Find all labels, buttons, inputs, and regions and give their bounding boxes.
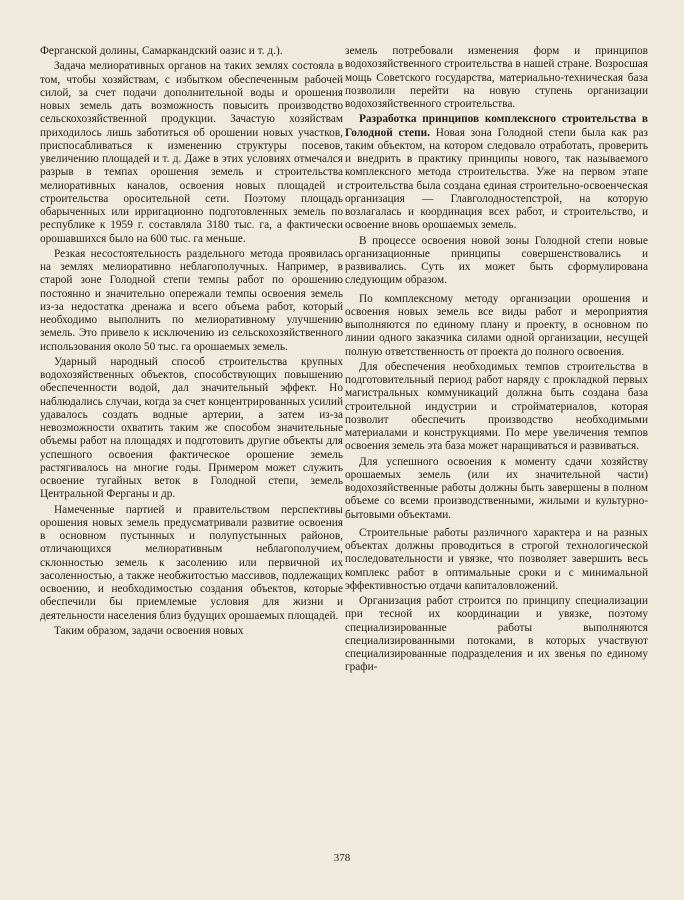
run-in-heading: Разработка принципов комплексного строительства в Голодной степи. — [345, 113, 648, 139]
paragraph: Строительные работы различного характера и на разных объектах должны проводиться в строгой технологической последовательности и увязке, что позволяет завершить весь комплекс работ в оптимальные сроки и с минимальной эффективностью отдачи капиталовложений. — [345, 526, 648, 592]
paragraph: По комплексному методу организации орошения и освоения новых земель все виды работ и мероприятия выполняются по единому плану и проекту, в основном по линии одного заказчика силами одной организации, несущей полную ответственность от проекта до полного освоения. — [345, 292, 648, 358]
page-number: 378 — [333, 852, 351, 864]
section-paragraph — [345, 113, 648, 232]
paragraph: земель потребовали изменения форм и принципов водохозяйственного строительства в нашей стране. Возросшая мощь Советского государства, материально-техническая база позволили перейти на новую ступень организации водохозяйственного строительства. — [345, 45, 648, 110]
left-column — [40, 45, 343, 640]
paragraph: Намеченные партией и правительством перспективы орошения новых земель предусматривали развитие освоения в основном пустынных и полупустынных районов, отличающихся мелиоративным неблагополучием, склонностью земель к засолению или первичной их засоленностью, а также необжитостью массивов, подлежащих освоению, и необходимостью создания объектов, которые обеспечили бы приемлемые условия для жизни и деятельности населения близ будущих орошаемых площадей. — [40, 503, 343, 622]
paragraph-text: Новая зона Голодной степи была как раз таким объектом, на котором следовало отработать, проверить и внедрить в практику принципы нового, так называемого комплексного метода строительства. Уже на первом этапе строительства была создана единая строительно-освоенческая организация — Главголодностепстрой, на которую возлагалась и координация всех работ, и строительство, и освоение вновь орошаемых земель. — [345, 126, 649, 232]
paragraph: Резкая несостоятельность раздельного метода проявилась на землях мелиоративно неблагополучных. Например, в старой зоне Голодной степи темпы работ по орошению постоянно и значительно опережали темпы освоения земель из-за недостатка дренажа и всего объема работ, который необходимо выполнить по мелиоративному улучшению земель. Это привело к исключению из сельскохозяйственного использования около 50 тыс. га орошаемых земель. — [40, 247, 343, 353]
paragraph: Для обеспечения необходимых темпов строительства в подготовительный период работ наряду с прокладкой первых магистральных коммуникаций должна быть создана база строительной индустрии и стройматериалов, которая позволит обеспечить производство необходимыми материалами и конструкциями. По мере увеличения темпов освоения земель эта база может наращиваться и развиваться. — [345, 360, 648, 453]
paragraph: Задача мелиоративных органов на таких землях состояла в том, чтобы хозяйствам, с избытком обеспеченным рабочей силой, за счет подачи дополнительной воды и орошения новых земель дать возможность повысить производство сельскохозяйственной продукции. Зачастую хозяйствам приходилось лишь заботиться об орошении новых участков, приспосабливаться к изменению структуры посевов, увеличению площадей и т. д. Даже в этих условиях отмечался разрыв в темпах орошения земель и строительства мелиоративных каналов, освоения новых площадей и строительства оросительной сети. Поэтому площадь обарыченных или ирригационно подготовленных земель по республике к 1959 г. составляла 3180 тыс. га, а фактически орошавшихся было на 600 тыс. га меньше. — [40, 60, 343, 245]
paragraph: Организация работ строится по принципу специализации при тесной их координации и увязке, поэтому специализированные работы выполняются специализированными потоками, в которых участвуют специализированные подразделения и их звенья по единому графи- — [345, 595, 648, 674]
paragraph: Ферганской долины, Самаркандский оазис и т. д.). — [40, 45, 283, 57]
right-column — [345, 45, 648, 677]
paragraph: В процессе освоения новой зоны Голодной степи новые организационные принципы совершенствовались и развивались. Суть их может быть сформулирована следующим образом. — [345, 234, 648, 287]
paragraph: Ударный народный способ строительства крупных водохозяйственных объектов, способствующих повышению обеспеченности водой, дал значительный эффект. Но наблюдались случаи, когда за счет концентрированных усилий удавалось создать водные артерии, а затем из-за невозможности охватить таким же способом значительные объемы работ на площадях и подготовить другие объекты для успешного освоения фактическое орошение земель растягивалось на многие годы. Примером может служить освоение тугайных веток в Голодной степи, земель Центральной Ферганы и др. — [40, 355, 343, 501]
paragraph: Таким образом, задачи освоения новых — [54, 624, 244, 637]
paragraph: Для успешного освоения к моменту сдачи хозяйству орошаемых земель (или их значительной части) водохозяйственные работы должны быть завершены в полном объеме со всеми производственными, жилыми и культурно-бытовыми объектами. — [345, 455, 648, 521]
